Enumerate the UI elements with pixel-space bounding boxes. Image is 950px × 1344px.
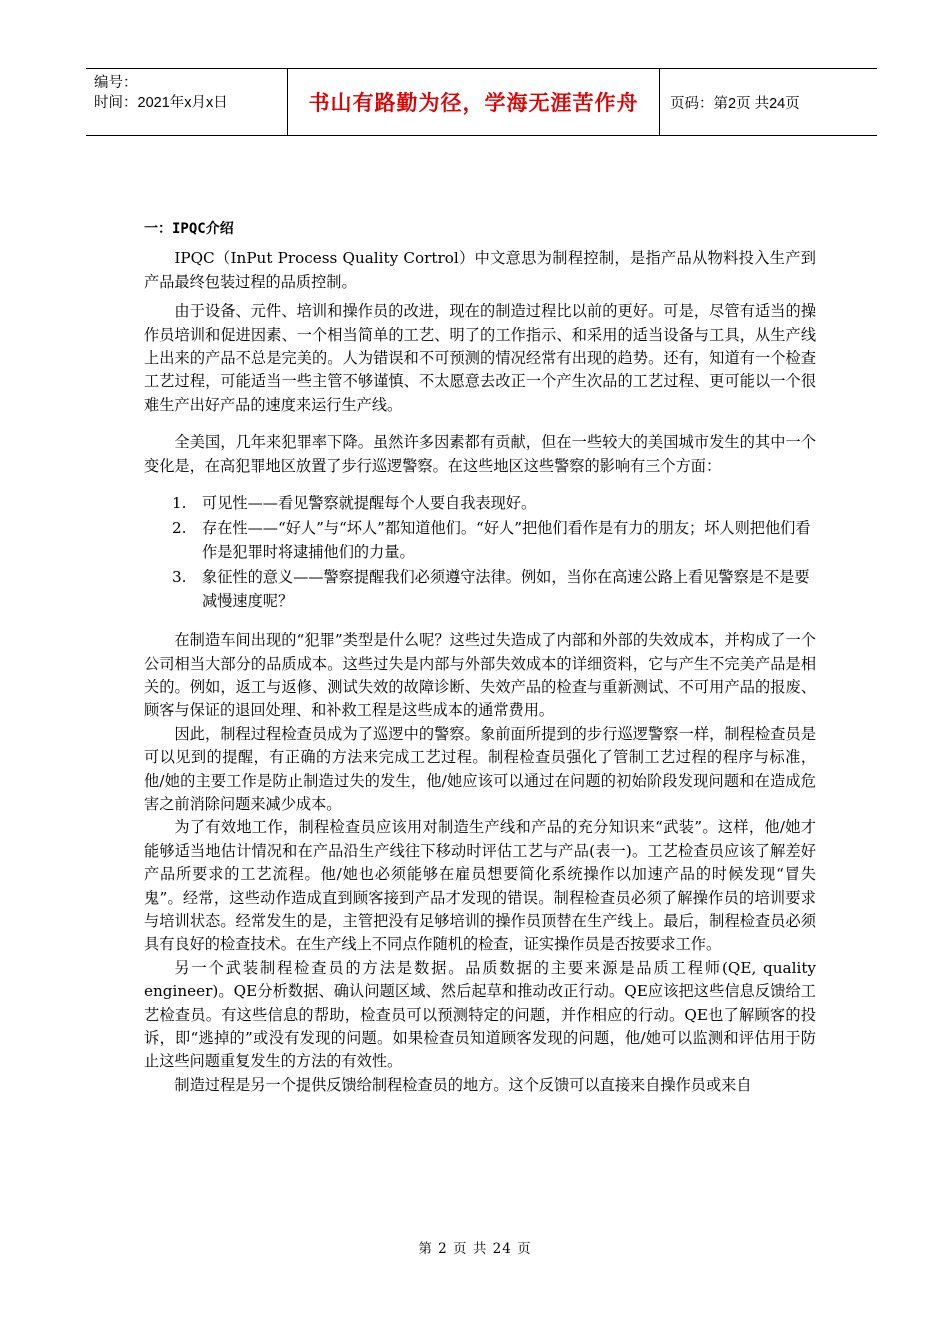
header-motto: 书山有路勤为径，学海无涯苦作舟 bbox=[287, 69, 660, 135]
list-item bbox=[144, 517, 816, 564]
paragraph: 制造过程是另一个提供反馈给制程检查员的地方。这个反馈可以直接来自操作员或来自 bbox=[174, 1075, 752, 1094]
list-text: 可见性——看见警察就提醒每个人要自我表现好。 bbox=[202, 494, 537, 513]
number-label: 编号： bbox=[94, 75, 138, 91]
list-text: 象征性的意义——警察提醒我们必须遵守法律。例如，当你在高速公路上看见警察是不是要减慢速度呢？ bbox=[202, 568, 810, 610]
paragraph: 另一个武装制程检查员的方法是数据。品质数据的主要来源是品质工程师(QE, quality engineer)。QE分析数据、确认问题区域、然后起草和推动改正行动。QE应该把这些信息反馈给工艺检查员。有这些信息的帮助，检查员可以预测特定的问题，并作相应的行动。QE也了解顾客的投诉，即“逃掉的”或没有发现的问题。如果检查员知道顾客发现的问题，他/她可以监测和评估用于防止这些问题重复发生的方法的有效性。 bbox=[144, 958, 816, 1071]
section-title: 一：IPQC介绍 bbox=[144, 221, 234, 237]
page-footer: 第 2 页 共 24 页 bbox=[418, 1241, 532, 1257]
paragraph: 因此，制程过程检查员成为了巡逻中的警察。象前面所提到的步行巡逻警察一样，制程检查员是可以见到的提醒，有正确的方法来完成工艺过程。制程检查员强化了管制工艺过程的程序与标准，他/她的主要工作是防止制造过失的发生，他/她应该可以通过在问题的初始阶段发现问题和在造成危害之前消除问题来减少成本。 bbox=[144, 724, 816, 813]
paragraph: 由于设备、元件、培训和操作员的改进，现在的制造过程比以前的更好。可是，尽管有适当的操作员培训和促进因素、一个相当简单的工艺、明了的工作指示、和采用的适当设备与工具，从生产线上出来的产品不总是完美的。人为错误和不可预测的情况经常有出现的趋势。还有，知道有一个检查工艺过程，可能适当一些主管不够谨慎、不太愿意去改正一个产生次品的工艺过程、更可能以一个很难生产出好产品的速度来运行生产线。 bbox=[144, 302, 816, 414]
paragraph: IPQC（InPut Process Quality Cortrol）中文意思为制程控制，是指产品从物料投入生产到产品最终包装过程的品质控制。 bbox=[144, 249, 816, 291]
list-number: 1. bbox=[172, 494, 187, 513]
list-item bbox=[144, 566, 816, 613]
header-meta bbox=[86, 69, 287, 135]
paragraph: 为了有效地工作，制程检查员应该用对制造生产线和产品的充分知识来“武装”。这样，他/她才能够适当地估计情况和在产品沿生产线往下移动时评估工艺与产品(表一)。工艺检查员应该了解差好产品所要求的工艺流程。他/她也必须能够在雇员想要简化系统操作以加速产品的时候发现“冒失鬼”。经常，这些动作造成直到顾客接到产品才发现的错误。制程检查员必须了解操作员的培训要求与培训状态。经常发生的是，主管把没有足够培训的操作员顶替在生产线上。最后，制程检查员必须具有良好的检查技术。在生产线上不同点作随机的检查，证实操作员是否按要求工作。 bbox=[144, 818, 816, 954]
document-header bbox=[86, 68, 877, 136]
time-label: 时间：2021年x月x日 bbox=[94, 95, 228, 111]
list-number: 3. bbox=[172, 568, 187, 587]
list-text: 存在性——“好人”与“坏人”都知道他们。“好人”把他们看作是有力的朋友；坏人则把他们看作是犯罪时将逮捕他们的力量。 bbox=[202, 519, 811, 561]
numbered-list bbox=[144, 492, 816, 613]
list-number: 2. bbox=[172, 519, 187, 538]
paragraph: 全美国，几年来犯罪率下降。虽然许多因素都有贡献，但在一些较大的美国城市发生的其中一个变化是，在高犯罪地区放置了步行巡逻警察。在这些地区这些警察的影响有三个方面： bbox=[144, 433, 816, 475]
list-item bbox=[144, 492, 816, 515]
header-page-info: 页码：第2页 共24页 bbox=[670, 95, 800, 112]
document-body bbox=[144, 218, 816, 1097]
paragraph: 在制造车间出现的“犯罪”类型是什么呢？这些过失造成了内部和外部的失效成本，并构成了一个公司相当大部分的品质成本。这些过失是内部与外部失效成本的详细资料，它与产生不完美产品是相关的。例如，返工与返修、测试失效的故障诊断、失效产品的检查与重新测试、不可用产品的报废、顾客与保证的退回处理、和补救工程是这些成本的通常费用。 bbox=[144, 631, 816, 720]
